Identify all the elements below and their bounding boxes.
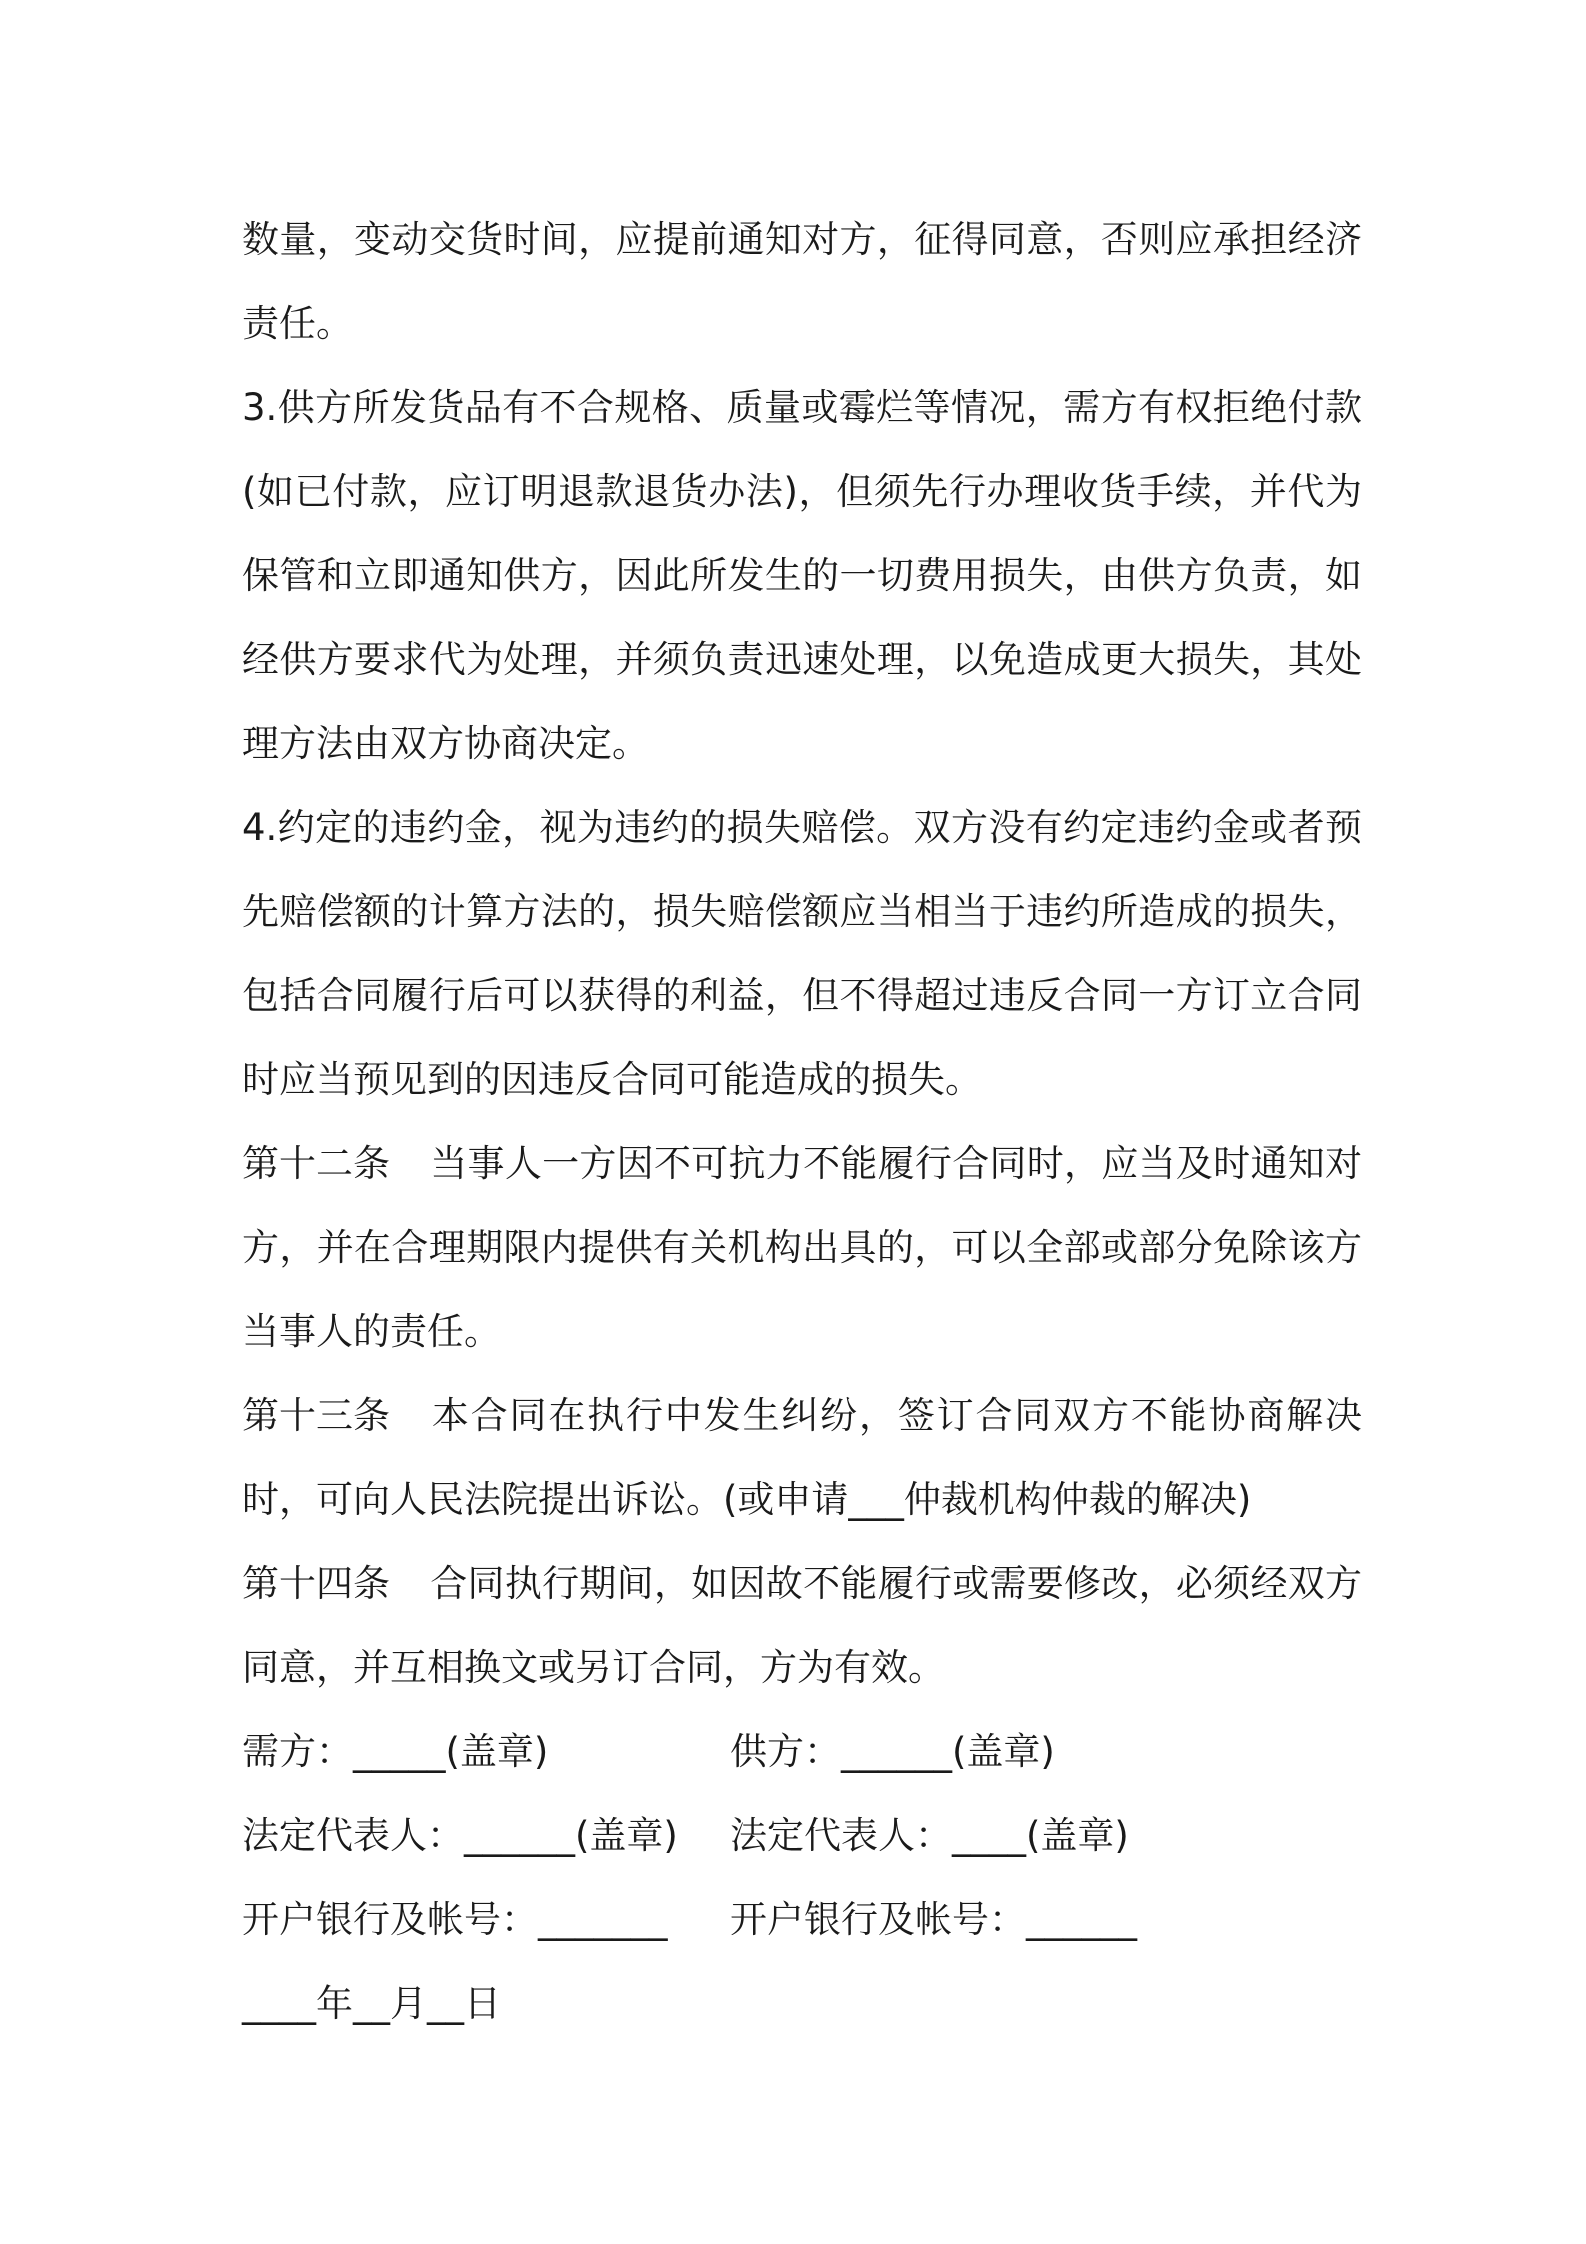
article-12-heading: 第十二条: [242, 1142, 390, 1185]
signature-row-representative: [242, 1794, 1362, 1878]
article-12: [242, 1122, 1362, 1374]
contract-body: [242, 198, 1362, 2046]
article-13-text: 本合同在执行中发生纠纷，签订合同双方不能协商解决时，可向人民法院提出诉讼。(或申请___仲裁机构仲裁的解决): [242, 1394, 1362, 1521]
article-13-heading: 第十三条: [242, 1394, 390, 1437]
article-14-text: 合同执行期间，如因故不能履行或需要修改，必须经双方同意，并互相换文或另订合同，方为有效。: [242, 1562, 1362, 1689]
buyer-representative-line: 法定代表人：______(盖章): [242, 1814, 678, 1857]
buyer-seal-line: 需方：_____(盖章): [242, 1730, 549, 1773]
supplier-representative-line: 法定代表人：____(盖章): [730, 1814, 1129, 1857]
paragraph-clause-4: 4.约定的违约金，视为违约的损失赔偿。双方没有约定违约金或者预先赔偿额的计算方法的，损失赔偿额应当相当于违约所造成的损失，包括合同履行后可以获得的利益，但不得超过违反合同一方订立合同时应当预见到的因违反合同可能造成的损失。: [242, 806, 1362, 1101]
article-12-text: 当事人一方因不可抗力不能履行合同时，应当及时通知对方，并在合理期限内提供有关机构出具的，可以全部或部分免除该方当事人的责任。: [242, 1142, 1362, 1353]
paragraph-clause-3: 3.供方所发货品有不合规格、质量或霉烂等情况，需方有权拒绝付款(如已付款，应订明退款退货办法)，但须先行办理收货手续，并代为保管和立即通知供方，因此所发生的一切费用损失，由供方负责，如经供方要求代为处理，并须负责迅速处理，以免造成更大损失，其处理方法由双方协商决定。: [242, 386, 1362, 765]
signature-row-party: [242, 1710, 1362, 1794]
signature-row-bank-account: [242, 1878, 1362, 1962]
supplier-seal-line: 供方：______(盖章): [730, 1730, 1055, 1773]
paragraph-continued-quantity: 数量，变动交货时间，应提前通知对方，征得同意，否则应承担经济责任。: [242, 218, 1362, 345]
article-13: [242, 1374, 1362, 1542]
signing-date-line: ____年__月__日: [242, 1982, 501, 2025]
supplier-bank-account-line: 开户银行及帐号：______: [730, 1898, 1137, 1941]
buyer-bank-account-line: 开户银行及帐号：_______: [242, 1898, 668, 1941]
article-14: [242, 1542, 1362, 1710]
article-14-heading: 第十四条: [242, 1562, 390, 1605]
